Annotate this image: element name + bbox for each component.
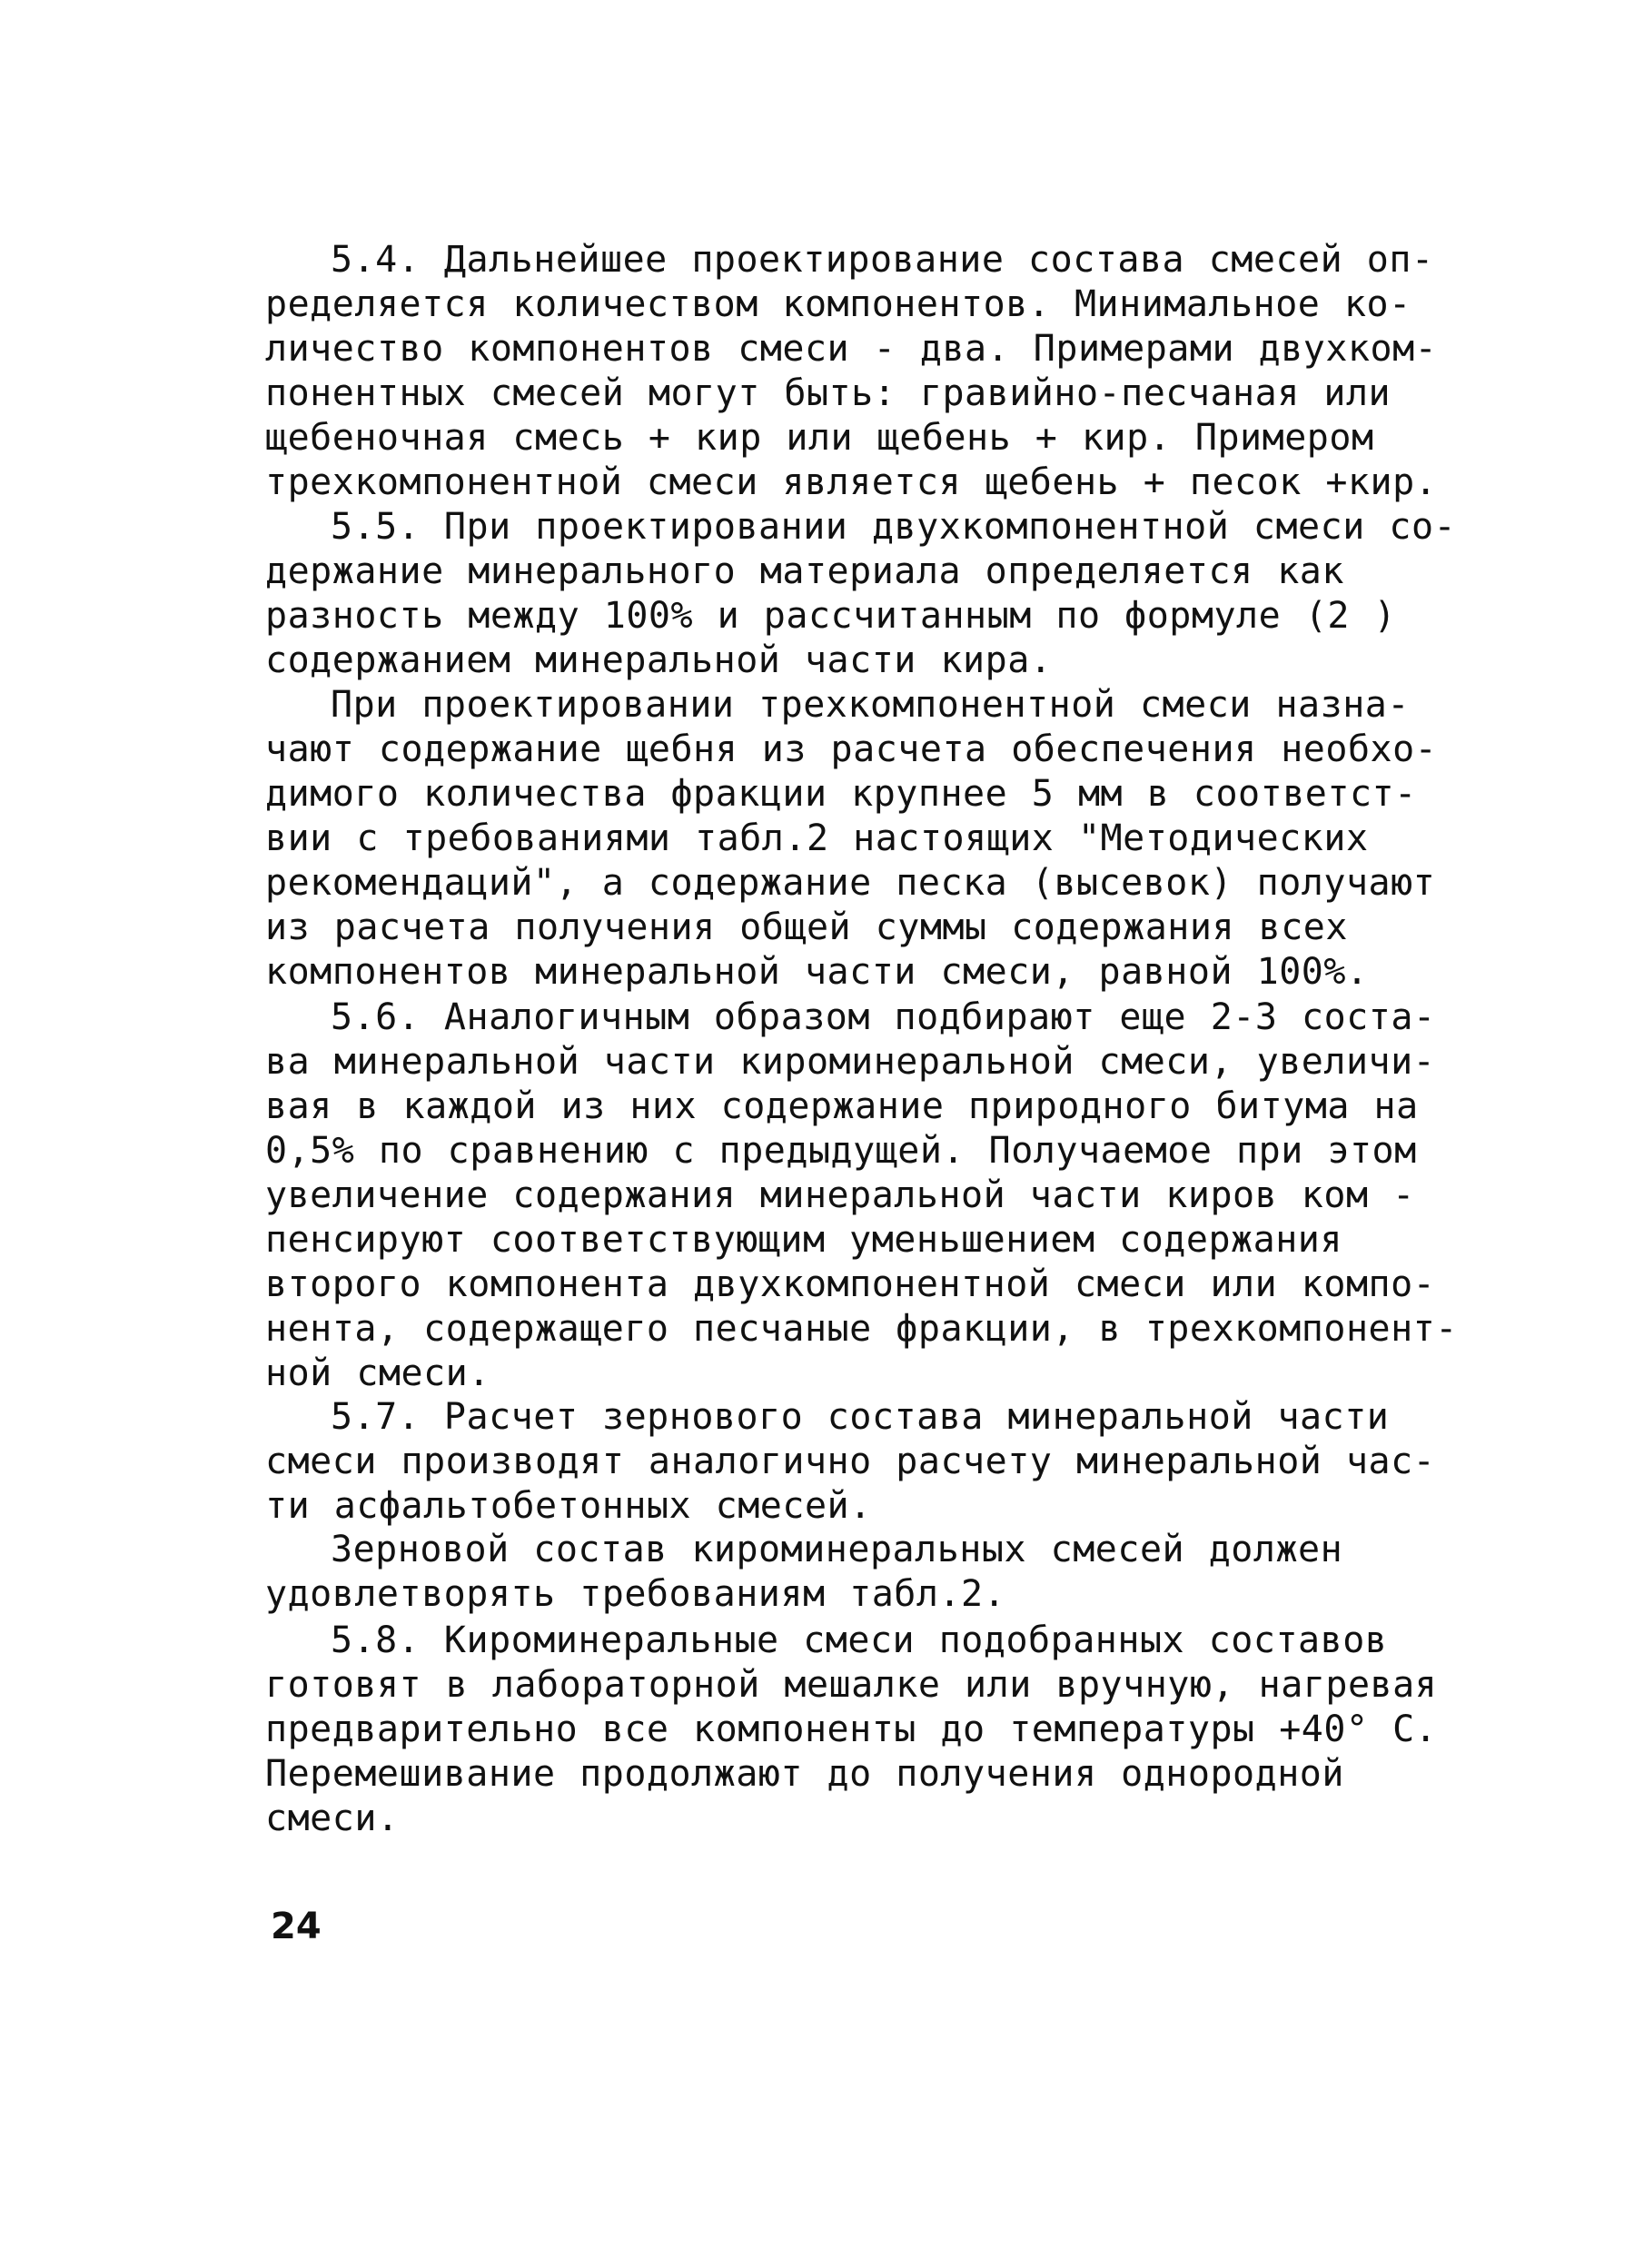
- text-line: 0,5% по сравнению с предыдущей. Получаемое при этом: [265, 1130, 1417, 1172]
- text-line: держание минерального материала определяется как: [265, 550, 1344, 592]
- text-line: смеси.: [265, 1798, 400, 1839]
- text-line: готовят в лабораторной мешалке или вручную, нагревая: [265, 1664, 1438, 1706]
- text-line: предварительно все компоненты до температуры +40° С.: [265, 1708, 1438, 1750]
- text-line: второго компонента двухкомпонентной смеси или компо-: [265, 1263, 1436, 1305]
- paragraph-5-7-continued: [265, 1528, 1437, 1617]
- text-line: из расчета получения общей суммы содержания всех: [265, 906, 1348, 948]
- text-line: димого количества фракции крупнее 5 мм в соответст-: [265, 773, 1417, 815]
- paragraph-5-8: [265, 1619, 1437, 1841]
- text-line: компонентов минеральной части смеси, равной 100%.: [265, 951, 1369, 993]
- text-line: Зерновой состав кироминеральных смесей должен: [331, 1529, 1343, 1570]
- text-line: удовлетворять требованиям табл.2.: [265, 1573, 1006, 1615]
- text-line: личество компонентов смеси - два. Примерами двухком-: [265, 328, 1438, 370]
- text-line: ределяется количеством компонентов. Минимальное ко-: [265, 283, 1411, 325]
- text-line: чают содержание щебня из расчета обеспечения необхо-: [265, 728, 1438, 770]
- text-line: Перемешивание продолжают до получения однородной: [265, 1753, 1344, 1795]
- text-line: 5.4. Дальнейшее проектирование состава смесей оп-: [331, 239, 1434, 281]
- text-line: 5.5. При проектировании двухкомпонентной смеси со-: [331, 506, 1457, 548]
- text-line: нента, содержащего песчаные фракции, в трехкомпонент-: [265, 1308, 1458, 1350]
- text-line: 5.6. Аналогичным образом подбирают еще 2-3 соста-: [331, 996, 1436, 1038]
- text-line: рекомендаций", а содержание песка (высевок) получают: [265, 862, 1436, 904]
- page-number: 24: [271, 1906, 322, 1947]
- paragraph-5-6: [265, 995, 1458, 1396]
- paragraph-5-5: [265, 505, 1457, 683]
- text-line: разность между 100% и рассчитанным по формуле (2 ): [265, 595, 1397, 637]
- text-line: вии с требованиями табл.2 настоящих "Методических: [265, 817, 1369, 859]
- text-line: пенсируют соответствующим уменьшением содержания: [265, 1219, 1342, 1261]
- text-line: увеличение содержания минеральной части киров ком -: [265, 1174, 1415, 1216]
- paragraph-5-4: [265, 238, 1437, 505]
- text-line: ной смеси.: [265, 1352, 490, 1394]
- text-line: вая в каждой из них содержание природного битума на: [265, 1085, 1419, 1127]
- text-line: трехкомпонентной смеси является щебень + песок +кир.: [265, 461, 1438, 503]
- text-line: содержанием минеральной части кира.: [265, 639, 1053, 681]
- text-line: При проектировании трехкомпонентной смеси назна-: [331, 684, 1410, 726]
- text-line: ва минеральной части кироминеральной смеси, увеличи-: [265, 1041, 1436, 1083]
- text-line: 5.7. Расчет зернового состава минеральной части: [331, 1396, 1390, 1438]
- paragraph-5-5-continued: [265, 683, 1437, 995]
- text-line: смеси производят аналогично расчету минеральной час-: [265, 1441, 1436, 1482]
- text-line: ти асфальтобетонных смесей.: [265, 1485, 872, 1527]
- text-line: понентных смесей могут быть: гравийно-песчаная или: [265, 372, 1391, 414]
- text-line: 5.8. Кироминеральные смеси подобранных составов: [331, 1619, 1388, 1661]
- text-line: щебеночная смесь + кир или щебень + кир. Примером: [265, 417, 1374, 459]
- paragraph-5-7: [265, 1395, 1437, 1529]
